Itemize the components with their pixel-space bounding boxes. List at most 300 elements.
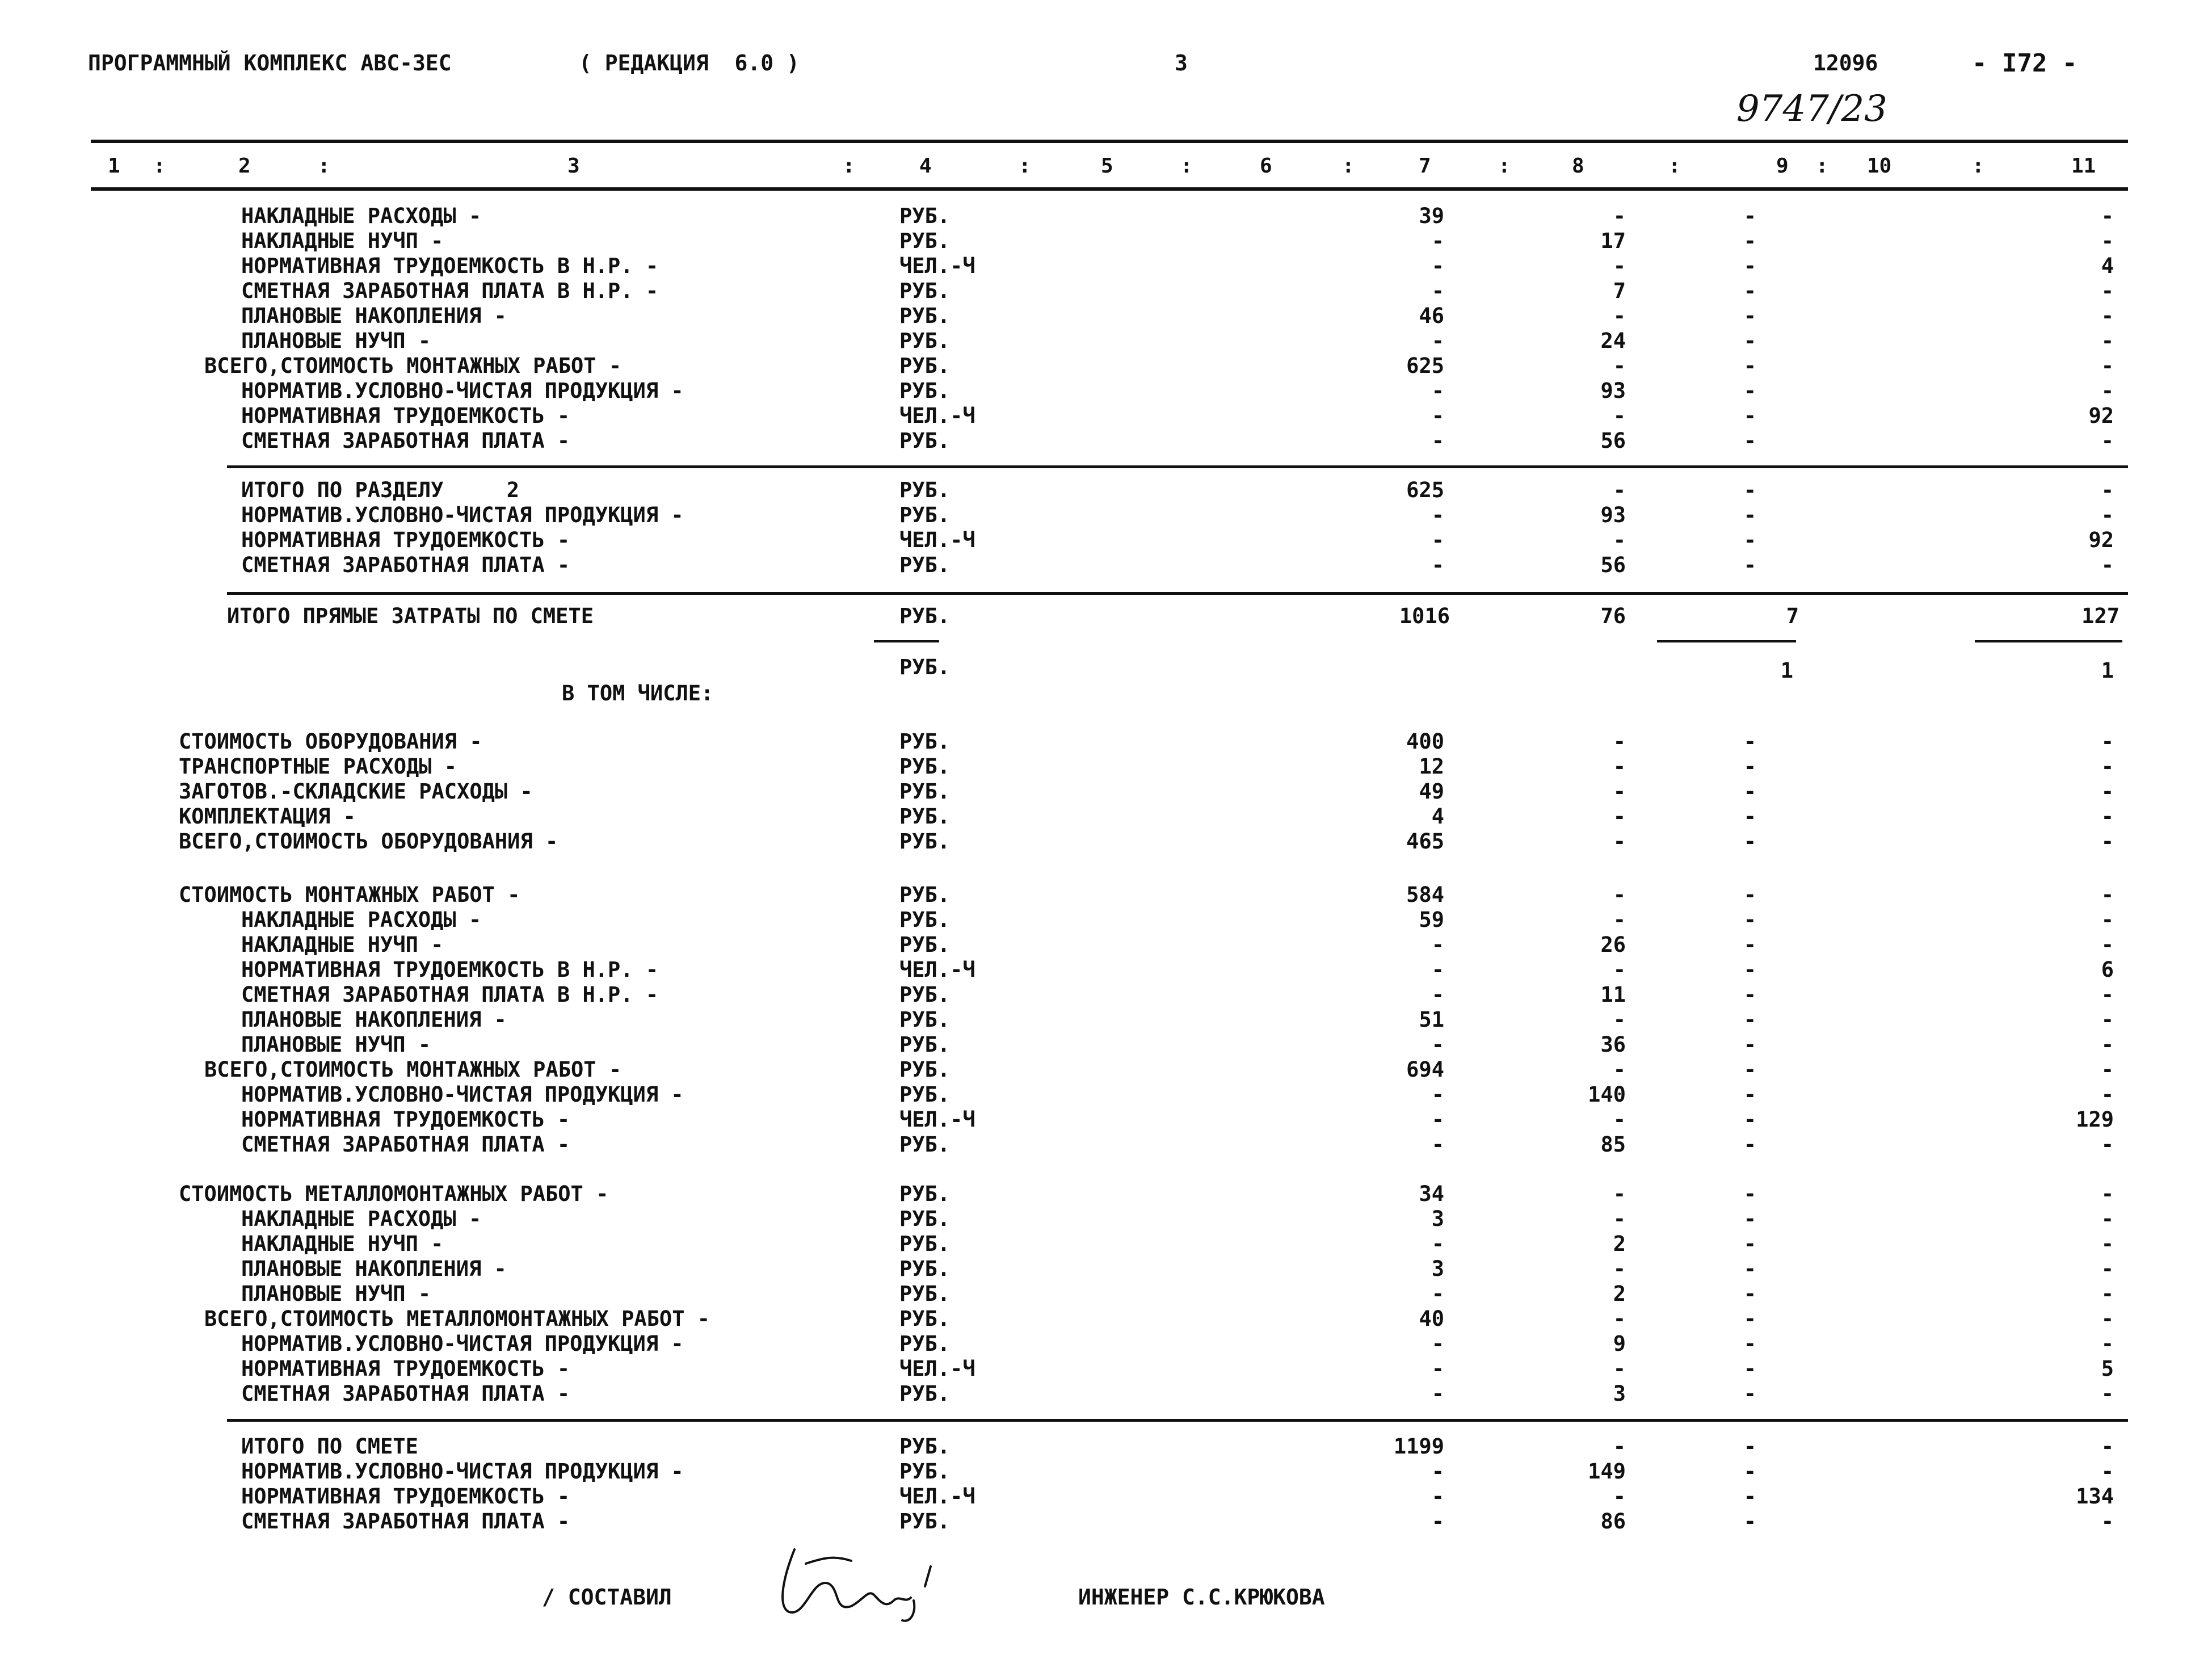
column-number: 4 bbox=[919, 154, 932, 178]
row-label: СТОИМОСТЬ ОБОРУДОВАНИЯ - bbox=[179, 729, 482, 754]
value-c9: - bbox=[1743, 1331, 1756, 1356]
value-c8: - bbox=[1613, 1007, 1626, 1032]
value-c9: - bbox=[1743, 279, 1756, 303]
row-unit: РУБ. bbox=[899, 329, 951, 353]
value-c8: - bbox=[1613, 354, 1626, 378]
row-label: ПЛАНОВЫЕ НУЧП - bbox=[241, 1282, 431, 1306]
value-c11: - bbox=[2101, 478, 2114, 502]
value-c9: - bbox=[1743, 229, 1756, 253]
column-separator: : bbox=[843, 154, 855, 178]
row-unit: ЧЕЛ.-Ч bbox=[899, 1484, 975, 1509]
value-c11: - bbox=[2101, 729, 2114, 754]
row-unit: РУБ. bbox=[899, 804, 951, 829]
value-c9: - bbox=[1743, 883, 1756, 907]
value-c8: 93 bbox=[1600, 503, 1626, 527]
section-rule-2 bbox=[227, 592, 2128, 595]
doc-code: 12096 bbox=[1813, 51, 1878, 75]
value-c9: - bbox=[1743, 1484, 1756, 1509]
value-c11: - bbox=[2101, 1434, 2114, 1459]
value-c11: 92 bbox=[2088, 528, 2114, 552]
value-c7: 34 bbox=[1419, 1182, 1444, 1206]
value-c8: 24 bbox=[1600, 329, 1626, 353]
value-c8: - bbox=[1613, 1257, 1626, 1281]
value-c7: - bbox=[1431, 279, 1444, 303]
value-c7: - bbox=[1431, 404, 1444, 428]
value-c11: - bbox=[2101, 1032, 2114, 1057]
value-c11: - bbox=[2101, 1232, 2114, 1256]
value-c9: - bbox=[1743, 354, 1756, 378]
value-c8: - bbox=[1613, 1356, 1626, 1381]
value-c8: 86 bbox=[1600, 1509, 1626, 1534]
value-c7: 625 bbox=[1406, 354, 1444, 378]
value-c8: - bbox=[1613, 478, 1626, 502]
value-c8: - bbox=[1613, 1057, 1626, 1082]
value-c7: - bbox=[1431, 1484, 1444, 1509]
row-unit: РУБ. bbox=[899, 478, 951, 502]
row-unit: РУБ. bbox=[899, 1459, 951, 1484]
column-number: 3 bbox=[567, 154, 580, 178]
column-number: 8 bbox=[1572, 154, 1584, 178]
row-label: КОМПЛЕКТАЦИЯ - bbox=[179, 804, 356, 829]
value-c11: - bbox=[2101, 1381, 2114, 1406]
column-separator: : bbox=[1342, 154, 1355, 178]
column-number: 6 bbox=[1260, 154, 1272, 178]
column-separator: : bbox=[1972, 154, 1984, 178]
value-c8: - bbox=[1613, 829, 1626, 854]
value-c7: - bbox=[1431, 254, 1444, 278]
row-label: СМЕТНАЯ ЗАРАБОТНАЯ ПЛАТА - bbox=[241, 1509, 570, 1534]
value-c11: - bbox=[2101, 1082, 2114, 1107]
row-unit: РУБ. bbox=[899, 655, 951, 679]
row-unit: ЧЕЛ.-Ч bbox=[899, 1107, 975, 1132]
subtotal-rule-col11 bbox=[1975, 640, 2122, 642]
value-c7: - bbox=[1431, 1232, 1444, 1256]
value-c7: 12 bbox=[1419, 754, 1444, 779]
row-unit: РУБ. bbox=[899, 932, 951, 957]
row-label: ИТОГО ПО СМЕТЕ bbox=[241, 1434, 418, 1459]
value-c8: - bbox=[1613, 1434, 1626, 1459]
row-label: СМЕТНАЯ ЗАРАБОТНАЯ ПЛАТА В Н.Р. - bbox=[241, 279, 659, 303]
row-label: НОРМАТИВНАЯ ТРУДОЕМКОСТЬ - bbox=[241, 1107, 570, 1132]
row-unit: РУБ. bbox=[899, 279, 951, 303]
value-c11: 1 bbox=[2101, 658, 2114, 683]
value-c11: - bbox=[2101, 1509, 2114, 1534]
value-c8: 36 bbox=[1600, 1032, 1626, 1057]
row-unit: РУБ. bbox=[899, 354, 951, 378]
value-c11: - bbox=[2101, 1282, 2114, 1306]
column-number: 10 bbox=[1867, 154, 1892, 178]
value-c8: - bbox=[1613, 908, 1626, 932]
row-unit: РУБ. bbox=[899, 429, 951, 453]
row-unit: РУБ. bbox=[899, 604, 951, 628]
row-unit: ЧЕЛ.-Ч bbox=[899, 1356, 975, 1381]
row-unit: РУБ. bbox=[899, 379, 951, 403]
value-c9: - bbox=[1743, 1182, 1756, 1206]
value-c9: - bbox=[1743, 1082, 1756, 1107]
value-c8: - bbox=[1613, 729, 1626, 754]
value-c8: 56 bbox=[1600, 553, 1626, 577]
value-c11: - bbox=[2101, 279, 2114, 303]
column-separator: : bbox=[318, 154, 330, 178]
row-label: ИТОГО ПРЯМЫЕ ЗАТРАТЫ ПО СМЕТЕ bbox=[227, 604, 594, 628]
value-c8: - bbox=[1613, 883, 1626, 907]
row-label: НОРМАТИВНАЯ ТРУДОЕМКОСТЬ - bbox=[241, 528, 570, 552]
row-unit: ЧЕЛ.-Ч bbox=[899, 254, 975, 278]
value-c8: - bbox=[1613, 1107, 1626, 1132]
value-c7: 625 bbox=[1406, 478, 1444, 502]
column-separator: : bbox=[1668, 154, 1681, 178]
value-c11: - bbox=[2101, 304, 2114, 328]
row-unit: РУБ. bbox=[899, 1007, 951, 1032]
row-unit: РУБ. bbox=[899, 908, 951, 932]
row-label: НОРМАТИВ.УСЛОВНО-ЧИСТАЯ ПРОДУКЦИЯ - bbox=[241, 1082, 684, 1107]
row-label: СМЕТНАЯ ЗАРАБОТНАЯ ПЛАТА В Н.Р. - bbox=[241, 982, 659, 1007]
value-c7: - bbox=[1431, 957, 1444, 982]
table-top-rule bbox=[91, 140, 2128, 143]
value-c11: - bbox=[2101, 804, 2114, 829]
value-c11: 4 bbox=[2101, 254, 2114, 278]
value-c8: 149 bbox=[1588, 1459, 1626, 1484]
handwritten-reference: 9747/23 bbox=[1736, 88, 1887, 130]
subtotal-rule-col9 bbox=[1657, 640, 1796, 642]
value-c8: - bbox=[1613, 1182, 1626, 1206]
row-label: НОРМАТИВНАЯ ТРУДОЕМКОСТЬ В Н.Р. - bbox=[241, 957, 659, 982]
value-c8: - bbox=[1613, 754, 1626, 779]
row-unit: РУБ. bbox=[899, 754, 951, 779]
value-c8: 93 bbox=[1600, 379, 1626, 403]
value-c8: - bbox=[1613, 779, 1626, 804]
column-separator: : bbox=[1816, 154, 1828, 178]
value-c9: - bbox=[1743, 1132, 1756, 1157]
value-c11: - bbox=[2101, 908, 2114, 932]
value-c7: - bbox=[1431, 1107, 1444, 1132]
column-number: 1 bbox=[108, 154, 120, 178]
row-unit: РУБ. bbox=[899, 229, 951, 253]
value-c8: - bbox=[1613, 204, 1626, 228]
value-c9: - bbox=[1743, 304, 1756, 328]
value-c8: - bbox=[1613, 804, 1626, 829]
row-label: НАКЛАДНЫЕ НУЧП - bbox=[241, 229, 444, 253]
row-label: ПЛАНОВЫЕ НАКОПЛЕНИЯ - bbox=[241, 1007, 507, 1032]
row-unit: РУБ. bbox=[899, 1082, 951, 1107]
value-c9: 1 bbox=[1780, 658, 1793, 683]
row-label: СМЕТНАЯ ЗАРАБОТНАЯ ПЛАТА - bbox=[241, 429, 570, 453]
row-label: НОРМАТИВНАЯ ТРУДОЕМКОСТЬ - bbox=[241, 404, 570, 428]
row-unit: РУБ. bbox=[899, 1307, 951, 1331]
row-label: НОРМАТИВ.УСЛОВНО-ЧИСТАЯ ПРОДУКЦИЯ - bbox=[241, 503, 684, 527]
row-label: НОРМАТИВНАЯ ТРУДОЕМКОСТЬ - bbox=[241, 1356, 570, 1381]
value-c8: - bbox=[1613, 254, 1626, 278]
value-c11: - bbox=[2101, 503, 2114, 527]
value-c8: 76 bbox=[1600, 604, 1626, 628]
row-label: НОРМАТИВНАЯ ТРУДОЕМКОСТЬ В Н.Р. - bbox=[241, 254, 659, 278]
value-c11: - bbox=[2101, 1007, 2114, 1032]
value-c7: - bbox=[1431, 329, 1444, 353]
row-unit: РУБ. bbox=[899, 1331, 951, 1356]
row-unit: РУБ. bbox=[899, 1207, 951, 1231]
row-label: СМЕТНАЯ ЗАРАБОТНАЯ ПЛАТА - bbox=[241, 1132, 570, 1157]
value-c8: - bbox=[1613, 304, 1626, 328]
value-c7: 49 bbox=[1419, 779, 1444, 804]
row-label: НАКЛАДНЫЕ НУЧП - bbox=[241, 1232, 444, 1256]
row-label: ПЛАНОВЫЕ НУЧП - bbox=[241, 1032, 431, 1057]
value-c9: - bbox=[1743, 528, 1756, 552]
value-c9: - bbox=[1743, 429, 1756, 453]
value-c8: - bbox=[1613, 528, 1626, 552]
row-label: ВСЕГО,СТОИМОСТЬ МОНТАЖНЫХ РАБОТ - bbox=[204, 354, 622, 378]
value-c7: 694 bbox=[1406, 1057, 1444, 1082]
value-c11: 127 bbox=[2081, 604, 2120, 628]
value-c11: - bbox=[2101, 379, 2114, 403]
value-c11: - bbox=[2101, 779, 2114, 804]
value-c11: - bbox=[2101, 1331, 2114, 1356]
value-c11: 129 bbox=[2076, 1107, 2114, 1132]
column-separator: : bbox=[153, 154, 166, 178]
value-c7: - bbox=[1431, 379, 1444, 403]
row-label: ПЛАНОВЫЕ НАКОПЛЕНИЯ - bbox=[241, 304, 507, 328]
row-label: ПЛАНОВЫЕ НУЧП - bbox=[241, 329, 431, 353]
row-label: ИТОГО ПО РАЗДЕЛУ 2 bbox=[241, 478, 520, 502]
row-label: НАКЛАДНЫЕ НУЧП - bbox=[241, 932, 444, 957]
value-c7: 51 bbox=[1419, 1007, 1444, 1032]
row-unit: РУБ. bbox=[899, 779, 951, 804]
value-c7: - bbox=[1431, 429, 1444, 453]
row-unit: РУБ. bbox=[899, 982, 951, 1007]
value-c7: 40 bbox=[1419, 1307, 1444, 1331]
value-c7: 1016 bbox=[1399, 604, 1450, 628]
row-label: ПЛАНОВЫЕ НАКОПЛЕНИЯ - bbox=[241, 1257, 507, 1281]
value-c9: - bbox=[1743, 932, 1756, 957]
value-c7: - bbox=[1431, 1356, 1444, 1381]
value-c9: - bbox=[1743, 254, 1756, 278]
row-label: НОРМАТИВ.УСЛОВНО-ЧИСТАЯ ПРОДУКЦИЯ - bbox=[241, 1459, 684, 1484]
value-c9: - bbox=[1743, 957, 1756, 982]
column-header-rule bbox=[91, 187, 2128, 191]
value-c8: 2 bbox=[1613, 1232, 1626, 1256]
value-c9: - bbox=[1743, 204, 1756, 228]
row-unit: РУБ. bbox=[899, 204, 951, 228]
value-c7: 3 bbox=[1431, 1207, 1444, 1231]
section-rule-1 bbox=[227, 465, 2128, 468]
value-c11: - bbox=[2101, 932, 2114, 957]
value-c7: - bbox=[1431, 932, 1444, 957]
row-label: НАКЛАДНЫЕ РАСХОДЫ - bbox=[241, 204, 482, 228]
row-label: ТРАНСПОРТНЫЕ РАСХОДЫ - bbox=[179, 754, 457, 779]
value-c8: 56 bbox=[1600, 429, 1626, 453]
column-number: 7 bbox=[1419, 154, 1431, 178]
column-number: 9 bbox=[1776, 154, 1789, 178]
value-c9: - bbox=[1743, 379, 1756, 403]
value-c7: 4 bbox=[1431, 804, 1444, 829]
value-c7: 3 bbox=[1431, 1257, 1444, 1281]
value-c9: 7 bbox=[1786, 604, 1799, 628]
value-c7: - bbox=[1431, 503, 1444, 527]
value-c9: - bbox=[1743, 1282, 1756, 1306]
value-c8: - bbox=[1613, 1484, 1626, 1509]
value-c9: - bbox=[1743, 779, 1756, 804]
value-c7: - bbox=[1431, 1132, 1444, 1157]
value-c8: - bbox=[1613, 1207, 1626, 1231]
value-c7: - bbox=[1431, 1381, 1444, 1406]
row-label: ВСЕГО,СТОИМОСТЬ ОБОРУДОВАНИЯ - bbox=[179, 829, 558, 854]
value-c9: - bbox=[1743, 982, 1756, 1007]
value-c7: - bbox=[1431, 1032, 1444, 1057]
value-c8: 3 bbox=[1613, 1381, 1626, 1406]
row-unit: РУБ. bbox=[899, 1434, 951, 1459]
value-c9: - bbox=[1743, 1257, 1756, 1281]
value-c7: 400 bbox=[1406, 729, 1444, 754]
column-separator: : bbox=[1180, 154, 1193, 178]
value-c7: 59 bbox=[1419, 908, 1444, 932]
value-c11: - bbox=[2101, 229, 2114, 253]
value-c9: - bbox=[1743, 329, 1756, 353]
value-c9: - bbox=[1743, 1232, 1756, 1256]
value-c7: - bbox=[1431, 553, 1444, 577]
value-c9: - bbox=[1743, 1057, 1756, 1082]
value-c11: - bbox=[2101, 1132, 2114, 1157]
row-unit: РУБ. bbox=[899, 883, 951, 907]
row-label: СМЕТНАЯ ЗАРАБОТНАЯ ПЛАТА - bbox=[241, 1381, 570, 1406]
value-c8: - bbox=[1613, 404, 1626, 428]
value-c8: 17 bbox=[1600, 229, 1626, 253]
value-c9: - bbox=[1743, 1434, 1756, 1459]
row-label: НОРМАТИВНАЯ ТРУДОЕМКОСТЬ - bbox=[241, 1484, 570, 1509]
value-c11: - bbox=[2101, 1182, 2114, 1206]
value-c9: - bbox=[1743, 404, 1756, 428]
row-unit: ЧЕЛ.-Ч bbox=[899, 528, 975, 552]
value-c8: 85 bbox=[1600, 1132, 1626, 1157]
value-c11: - bbox=[2101, 1459, 2114, 1484]
row-label: НАКЛАДНЫЕ РАСХОДЫ - bbox=[241, 1207, 482, 1231]
row-unit: РУБ. bbox=[899, 1232, 951, 1256]
row-label: ВСЕГО,СТОИМОСТЬ МЕТАЛЛОМОНТАЖНЫХ РАБОТ - bbox=[204, 1307, 710, 1331]
row-unit: РУБ. bbox=[899, 1132, 951, 1157]
column-separator: : bbox=[1019, 154, 1031, 178]
value-c8: 26 bbox=[1600, 932, 1626, 957]
value-c7: 39 bbox=[1419, 204, 1444, 228]
value-c7: - bbox=[1431, 1459, 1444, 1484]
row-unit: РУБ. bbox=[899, 1282, 951, 1306]
row-unit: РУБ. bbox=[899, 1509, 951, 1534]
value-c11: - bbox=[2101, 429, 2114, 453]
row-unit: РУБ. bbox=[899, 729, 951, 754]
sheet-number: - I72 - bbox=[1972, 49, 2078, 78]
value-c8: 11 bbox=[1600, 982, 1626, 1007]
row-label: НОРМАТИВ.УСЛОВНО-ЧИСТАЯ ПРОДУКЦИЯ - bbox=[241, 379, 684, 403]
value-c9: - bbox=[1743, 1509, 1756, 1534]
subtotal-rule-col4 bbox=[874, 640, 939, 642]
row-label: СМЕТНАЯ ЗАРАБОТНАЯ ПЛАТА - bbox=[241, 553, 570, 577]
value-c7: 1199 bbox=[1393, 1434, 1444, 1459]
page-number: 3 bbox=[1175, 51, 1188, 75]
row-label: НАКЛАДНЫЕ РАСХОДЫ - bbox=[241, 908, 482, 932]
value-c11: 6 bbox=[2101, 957, 2114, 982]
row-unit: РУБ. bbox=[899, 503, 951, 527]
column-separator: : bbox=[1498, 154, 1511, 178]
value-c8: - bbox=[1613, 957, 1626, 982]
value-c11: 92 bbox=[2088, 404, 2114, 428]
row-unit: ЧЕЛ.-Ч bbox=[899, 404, 975, 428]
value-c7: - bbox=[1431, 1509, 1444, 1534]
row-label: НОРМАТИВ.УСЛОВНО-ЧИСТАЯ ПРОДУКЦИЯ - bbox=[241, 1331, 684, 1356]
value-c11: - bbox=[2101, 1057, 2114, 1082]
value-c9: - bbox=[1743, 1007, 1756, 1032]
value-c11: - bbox=[2101, 1257, 2114, 1281]
value-c9: - bbox=[1743, 1107, 1756, 1132]
value-c11: - bbox=[2101, 829, 2114, 854]
value-c9: - bbox=[1743, 754, 1756, 779]
value-c11: - bbox=[2101, 354, 2114, 378]
value-c9: - bbox=[1743, 478, 1756, 502]
value-c11: - bbox=[2101, 1307, 2114, 1331]
engineer-name: ИНЖЕНЕР С.С.КРЮКОВА bbox=[1078, 1585, 1325, 1610]
value-c9: - bbox=[1743, 1032, 1756, 1057]
value-c9: - bbox=[1743, 1207, 1756, 1231]
row-unit: РУБ. bbox=[899, 304, 951, 328]
signature bbox=[772, 1544, 942, 1629]
value-c8: - bbox=[1613, 1307, 1626, 1331]
value-c8: 2 bbox=[1613, 1282, 1626, 1306]
value-c7: 584 bbox=[1406, 883, 1444, 907]
value-c11: - bbox=[2101, 1207, 2114, 1231]
value-c7: - bbox=[1431, 1331, 1444, 1356]
value-c7: 465 bbox=[1406, 829, 1444, 854]
value-c8: 9 bbox=[1613, 1331, 1626, 1356]
value-c9: - bbox=[1743, 1307, 1756, 1331]
row-unit: РУБ. bbox=[899, 1381, 951, 1406]
value-c11: - bbox=[2101, 754, 2114, 779]
value-c8: 140 bbox=[1588, 1082, 1626, 1107]
value-c7: 46 bbox=[1419, 304, 1444, 328]
value-c8: 7 bbox=[1613, 279, 1626, 303]
row-label: ВСЕГО,СТОИМОСТЬ МОНТАЖНЫХ РАБОТ - bbox=[204, 1057, 622, 1082]
row-unit: РУБ. bbox=[899, 829, 951, 854]
value-c9: - bbox=[1743, 908, 1756, 932]
row-unit: РУБ. bbox=[899, 1182, 951, 1206]
compiled-by-label: / СОСТАВИЛ bbox=[542, 1585, 672, 1610]
value-c11: - bbox=[2101, 329, 2114, 353]
value-c7: - bbox=[1431, 1282, 1444, 1306]
value-c7: - bbox=[1431, 528, 1444, 552]
value-c11: - bbox=[2101, 982, 2114, 1007]
value-c9: - bbox=[1743, 1459, 1756, 1484]
row-unit: ЧЕЛ.-Ч bbox=[899, 957, 975, 982]
row-label: ЗАГОТОВ.-СКЛАДСКИЕ РАСХОДЫ - bbox=[179, 779, 533, 804]
row-label: СТОИМОСТЬ МЕТАЛЛОМОНТАЖНЫХ РАБОТ - bbox=[179, 1182, 609, 1206]
value-c11: 5 bbox=[2101, 1356, 2114, 1381]
value-c7: - bbox=[1431, 982, 1444, 1007]
value-c9: - bbox=[1743, 503, 1756, 527]
value-c11: 134 bbox=[2076, 1484, 2114, 1509]
value-c11: - bbox=[2101, 553, 2114, 577]
program-title: ПРОГРАММНЫЙ КОМПЛЕКС АВС-3ЕС bbox=[88, 51, 452, 75]
value-c9: - bbox=[1743, 729, 1756, 754]
column-number: 5 bbox=[1101, 154, 1113, 178]
row-label: СТОИМОСТЬ МОНТАЖНЫХ РАБОТ - bbox=[179, 883, 520, 907]
value-c7: - bbox=[1431, 229, 1444, 253]
column-number: 11 bbox=[2071, 154, 2096, 178]
value-c7: - bbox=[1431, 1082, 1444, 1107]
value-c9: - bbox=[1743, 1356, 1756, 1381]
value-c9: - bbox=[1743, 804, 1756, 829]
section-rule-3 bbox=[227, 1419, 2128, 1422]
row-unit: РУБ. bbox=[899, 553, 951, 577]
row-unit: РУБ. bbox=[899, 1057, 951, 1082]
value-c9: - bbox=[1743, 829, 1756, 854]
including-label: В ТОМ ЧИСЛЕ: bbox=[562, 681, 714, 705]
edition-label: ( РЕДАКЦИЯ 6.0 ) bbox=[579, 51, 800, 75]
value-c11: - bbox=[2101, 204, 2114, 228]
